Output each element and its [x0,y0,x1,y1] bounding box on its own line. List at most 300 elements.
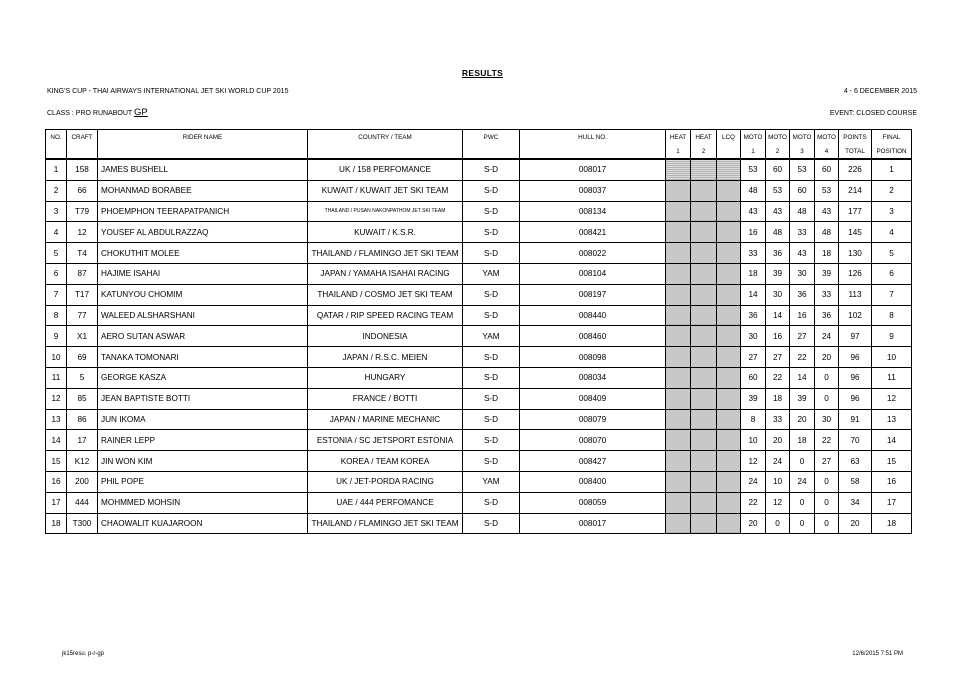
cell-moto3: 22 [790,347,815,368]
cell-heat2 [691,201,717,222]
col-rider: RIDER NAME [98,130,308,145]
cell-moto1: 12 [741,451,766,472]
cell-no: 11 [46,367,67,388]
table-row [46,451,912,472]
cell-craft: T4 [67,243,98,264]
col-moto4: MOTO [815,130,839,145]
class-value: GP [134,107,148,118]
cell-lcq [717,513,741,534]
cell-final-position: 10 [872,347,912,368]
cell-moto1: 10 [741,430,766,451]
cell-pwc: S-D [463,284,520,305]
cell-country: UAE / 444 PERFOMANCE [308,492,463,513]
cell-final-position: 17 [872,492,912,513]
cell-craft: 200 [67,471,98,492]
col-final-sub: POSITION [872,144,912,159]
cell-no: 17 [46,492,67,513]
cell-craft: T79 [67,201,98,222]
cell-moto3: 27 [790,326,815,347]
cell-points-total: 126 [839,263,872,284]
cell-hull: 008017 [520,159,666,180]
cell-no: 4 [46,222,67,243]
cell-pwc: S-D [463,513,520,534]
cell-craft: 66 [67,180,98,201]
cell-moto4: 0 [815,471,839,492]
cell-rider: AERO SUTAN ASWAR [98,326,308,347]
cell-lcq [717,243,741,264]
class-label: CLASS : PRO RUNABOUT [47,110,133,117]
cell-lcq [717,284,741,305]
cell-rider: GEORGE KASZA [98,367,308,388]
cell-hull: 008017 [520,513,666,534]
cell-country: JAPAN / YAMAHA ISAHAI RACING [308,263,463,284]
cell-no: 1 [46,159,67,180]
table-row [46,367,912,388]
cell-moto1: 24 [741,471,766,492]
cell-moto2: 33 [766,409,790,430]
footer-filename: jk15resu. p-r-gp [62,651,105,657]
cell-moto1: 43 [741,201,766,222]
cell-no: 18 [46,513,67,534]
cell-country: THAILAND / PUSAN NAKONPATHOM JET SKI TEAM [308,201,463,222]
cell-moto3: 0 [790,513,815,534]
cell-hull: 008059 [520,492,666,513]
cell-heat2 [691,367,717,388]
cell-heat2 [691,492,717,513]
col-final: FINAL [872,130,912,145]
cell-heat2 [691,180,717,201]
cell-country: ESTONIA / SC JETSPORT ESTONIA [308,430,463,451]
cell-moto1: 39 [741,388,766,409]
cell-pwc: S-D [463,451,520,472]
cell-moto2: 48 [766,222,790,243]
cell-heat2 [691,284,717,305]
cell-moto3: 36 [790,284,815,305]
cell-moto2: 12 [766,492,790,513]
cell-lcq [717,430,741,451]
col-moto1: MOTO [741,130,766,145]
results-table [45,129,912,534]
cell-final-position: 3 [872,201,912,222]
cell-moto4: 30 [815,409,839,430]
cell-moto3: 30 [790,263,815,284]
table-row [46,326,912,347]
event-dates: 4 - 6 DECEMBER 2015 [843,88,917,95]
cell-points-total: 63 [839,451,872,472]
cell-pwc: S-D [463,492,520,513]
cell-hull: 008079 [520,409,666,430]
cell-no: 8 [46,305,67,326]
cell-pwc: S-D [463,201,520,222]
cell-lcq [717,451,741,472]
cell-hull: 008440 [520,305,666,326]
cell-final-position: 16 [872,471,912,492]
cell-moto3: 24 [790,471,815,492]
cell-moto2: 27 [766,347,790,368]
table-row [46,409,912,430]
col-heat1: HEAT [666,130,691,145]
table-header [46,130,912,160]
table-row [46,263,912,284]
cell-moto2: 30 [766,284,790,305]
cell-heat2 [691,513,717,534]
table-body [46,159,912,534]
cell-country: THAILAND / FLAMINGO JET SKI TEAM [308,243,463,264]
cell-no: 5 [46,243,67,264]
cell-rider: HAJIME ISAHAI [98,263,308,284]
cell-final-position: 1 [872,159,912,180]
cell-lcq [717,263,741,284]
cell-moto3: 53 [790,159,815,180]
cell-no: 13 [46,409,67,430]
cell-no: 9 [46,326,67,347]
col-moto1-sub: 1 [741,144,766,159]
cell-final-position: 13 [872,409,912,430]
cell-country: UK / 158 PERFOMANCE [308,159,463,180]
cell-moto2: 60 [766,159,790,180]
cell-moto1: 8 [741,409,766,430]
cell-lcq [717,471,741,492]
table-row [46,201,912,222]
event-title: KING'S CUP - THAI AIRWAYS INTERNATIONAL JET SKI WORLD CUP 2015 [47,88,289,95]
cell-moto4: 18 [815,243,839,264]
cell-points-total: 96 [839,347,872,368]
cell-moto1: 18 [741,263,766,284]
cell-country: KOREA / TEAM KOREA [308,451,463,472]
cell-moto1: 16 [741,222,766,243]
cell-heat2 [691,347,717,368]
cell-rider: PHOEMPHON TEERAPATPANICH [98,201,308,222]
cell-lcq [717,492,741,513]
cell-moto1: 53 [741,159,766,180]
cell-points-total: 226 [839,159,872,180]
cell-country: JAPAN / R.S.C. MEIEN [308,347,463,368]
col-moto3-sub: 3 [790,144,815,159]
cell-pwc: S-D [463,347,520,368]
cell-pwc: S-D [463,388,520,409]
col-heat1-sub: 1 [666,144,691,159]
cell-craft: 5 [67,367,98,388]
cell-craft: 77 [67,305,98,326]
cell-heat1 [666,451,691,472]
cell-country: THAILAND / COSMO JET SKI TEAM [308,284,463,305]
col-country: COUNTRY / TEAM [308,130,463,145]
table-row [46,243,912,264]
table-row [46,222,912,243]
cell-hull: 008400 [520,471,666,492]
cell-heat1 [666,284,691,305]
cell-rider: YOUSEF AL ABDULRAZZAQ [98,222,308,243]
cell-moto4: 20 [815,347,839,368]
cell-pwc: S-D [463,305,520,326]
cell-heat2 [691,409,717,430]
table-row [46,513,912,534]
cell-heat2 [691,263,717,284]
cell-lcq [717,222,741,243]
cell-rider: JIN WON KIM [98,451,308,472]
cell-lcq [717,159,741,180]
cell-moto3: 0 [790,451,815,472]
cell-moto2: 0 [766,513,790,534]
cell-heat1 [666,388,691,409]
cell-craft: 444 [67,492,98,513]
cell-no: 14 [46,430,67,451]
cell-moto4: 24 [815,326,839,347]
cell-country: KUWAIT / K.S.R. [308,222,463,243]
cell-heat1 [666,409,691,430]
cell-moto1: 27 [741,347,766,368]
cell-moto1: 60 [741,367,766,388]
cell-lcq [717,180,741,201]
cell-heat1 [666,492,691,513]
table-row [46,430,912,451]
cell-moto1: 33 [741,243,766,264]
cell-heat1 [666,305,691,326]
cell-hull: 008409 [520,388,666,409]
table-row [46,284,912,305]
cell-craft: T300 [67,513,98,534]
table-row [46,492,912,513]
cell-pwc: YAM [463,263,520,284]
cell-moto2: 53 [766,180,790,201]
cell-final-position: 18 [872,513,912,534]
cell-no: 2 [46,180,67,201]
cell-lcq [717,347,741,368]
cell-final-position: 4 [872,222,912,243]
cell-moto1: 20 [741,513,766,534]
cell-heat2 [691,471,717,492]
cell-pwc: S-D [463,159,520,180]
cell-points-total: 96 [839,367,872,388]
cell-country: THAILAND / FLAMINGO JET SKI TEAM [308,513,463,534]
cell-craft: T17 [67,284,98,305]
col-hull: HULL NO. [520,130,666,145]
cell-points-total: 34 [839,492,872,513]
cell-no: 6 [46,263,67,284]
cell-moto4: 36 [815,305,839,326]
cell-moto3: 33 [790,222,815,243]
cell-moto3: 18 [790,430,815,451]
cell-heat2 [691,159,717,180]
cell-hull: 008197 [520,284,666,305]
cell-rider: TANAKA TOMONARI [98,347,308,368]
cell-heat1 [666,159,691,180]
cell-no: 16 [46,471,67,492]
cell-moto3: 0 [790,492,815,513]
col-heat2-sub: 2 [691,144,717,159]
cell-moto3: 43 [790,243,815,264]
cell-pwc: S-D [463,409,520,430]
cell-points-total: 70 [839,430,872,451]
cell-lcq [717,409,741,430]
cell-craft: 85 [67,388,98,409]
col-heat2: HEAT [691,130,717,145]
cell-heat1 [666,180,691,201]
col-craft: CRAFT [67,130,98,145]
cell-heat2 [691,222,717,243]
cell-points-total: 177 [839,201,872,222]
cell-hull: 008134 [520,201,666,222]
cell-lcq [717,201,741,222]
cell-rider: PHIL POPE [98,471,308,492]
cell-moto3: 60 [790,180,815,201]
cell-heat1 [666,367,691,388]
cell-moto2: 43 [766,201,790,222]
cell-craft: X1 [67,326,98,347]
cell-rider: JEAN BAPTISTE BOTTI [98,388,308,409]
cell-moto1: 48 [741,180,766,201]
table-row [46,180,912,201]
cell-points-total: 96 [839,388,872,409]
cell-heat1 [666,513,691,534]
cell-rider: JUN IKOMA [98,409,308,430]
cell-heat2 [691,243,717,264]
cell-heat2 [691,305,717,326]
table-row [46,388,912,409]
cell-heat1 [666,222,691,243]
cell-rider: KATUNYOU CHOMIM [98,284,308,305]
cell-moto2: 20 [766,430,790,451]
cell-heat1 [666,430,691,451]
cell-country: KUWAIT / KUWAIT JET SKI TEAM [308,180,463,201]
col-points-sub: TOTAL [839,144,872,159]
table-row [46,471,912,492]
cell-moto2: 22 [766,367,790,388]
cell-heat1 [666,201,691,222]
cell-moto4: 60 [815,159,839,180]
cell-rider: MOHANMAD BORABEE [98,180,308,201]
cell-moto4: 0 [815,513,839,534]
cell-moto3: 39 [790,388,815,409]
cell-points-total: 58 [839,471,872,492]
cell-rider: JAMES BUSHELL [98,159,308,180]
cell-final-position: 7 [872,284,912,305]
cell-hull: 008022 [520,243,666,264]
cell-country: HUNGARY [308,367,463,388]
cell-craft: 87 [67,263,98,284]
cell-final-position: 15 [872,451,912,472]
cell-moto1: 36 [741,305,766,326]
cell-points-total: 91 [839,409,872,430]
cell-moto1: 14 [741,284,766,305]
cell-moto2: 18 [766,388,790,409]
cell-moto4: 53 [815,180,839,201]
cell-heat1 [666,471,691,492]
cell-pwc: YAM [463,471,520,492]
footer-timestamp: 12/6/2015 7:51 PM [852,651,903,657]
cell-rider: CHAOWALIT KUAJAROON [98,513,308,534]
cell-moto3: 20 [790,409,815,430]
cell-craft: 86 [67,409,98,430]
cell-lcq [717,326,741,347]
cell-final-position: 8 [872,305,912,326]
cell-final-position: 12 [872,388,912,409]
event-type: EVENT: CLOSED COURSE [829,110,917,117]
cell-country: JAPAN / MARINE MECHANIC [308,409,463,430]
cell-moto4: 33 [815,284,839,305]
col-moto3: MOTO [790,130,815,145]
col-points: POINTS [839,130,872,145]
cell-lcq [717,388,741,409]
cell-no: 7 [46,284,67,305]
cell-country: UK / JET-PORDA RACING [308,471,463,492]
cell-final-position: 2 [872,180,912,201]
cell-craft: 12 [67,222,98,243]
cell-points-total: 113 [839,284,872,305]
cell-moto2: 39 [766,263,790,284]
cell-hull: 008037 [520,180,666,201]
document-title: RESULTS [461,68,504,78]
cell-rider: CHOKUTHIT MOLEE [98,243,308,264]
cell-moto3: 48 [790,201,815,222]
cell-moto2: 24 [766,451,790,472]
cell-final-position: 6 [872,263,912,284]
cell-moto4: 27 [815,451,839,472]
cell-moto3: 14 [790,367,815,388]
cell-lcq [717,367,741,388]
cell-rider: WALEED ALSHARSHANI [98,305,308,326]
cell-hull: 008070 [520,430,666,451]
cell-final-position: 11 [872,367,912,388]
cell-moto2: 10 [766,471,790,492]
cell-final-position: 9 [872,326,912,347]
cell-moto2: 16 [766,326,790,347]
cell-no: 10 [46,347,67,368]
cell-moto2: 36 [766,243,790,264]
cell-moto4: 0 [815,492,839,513]
cell-lcq [717,305,741,326]
cell-final-position: 14 [872,430,912,451]
cell-heat2 [691,388,717,409]
cell-craft: K12 [67,451,98,472]
cell-points-total: 102 [839,305,872,326]
cell-rider: MOHMMED MOHSIN [98,492,308,513]
table-row [46,347,912,368]
cell-heat2 [691,430,717,451]
cell-country: INDONESIA [308,326,463,347]
cell-pwc: S-D [463,222,520,243]
class-line [47,107,148,118]
cell-heat1 [666,326,691,347]
cell-craft: 17 [67,430,98,451]
col-lcq: LCQ [717,130,741,145]
cell-points-total: 130 [839,243,872,264]
col-no: NO. [46,130,67,145]
cell-pwc: S-D [463,367,520,388]
cell-points-total: 20 [839,513,872,534]
cell-hull: 008034 [520,367,666,388]
cell-heat1 [666,243,691,264]
cell-craft: 158 [67,159,98,180]
cell-country: QATAR / RIP SPEED RACING TEAM [308,305,463,326]
table-row [46,305,912,326]
cell-no: 12 [46,388,67,409]
cell-moto4: 43 [815,201,839,222]
cell-hull: 008104 [520,263,666,284]
cell-heat2 [691,451,717,472]
cell-heat2 [691,326,717,347]
cell-hull: 008098 [520,347,666,368]
cell-moto4: 22 [815,430,839,451]
cell-moto4: 0 [815,367,839,388]
cell-rider: RAINER LEPP [98,430,308,451]
col-moto2: MOTO [766,130,790,145]
col-moto4-sub: 4 [815,144,839,159]
cell-moto4: 48 [815,222,839,243]
cell-hull: 008427 [520,451,666,472]
cell-pwc: S-D [463,430,520,451]
cell-moto1: 22 [741,492,766,513]
